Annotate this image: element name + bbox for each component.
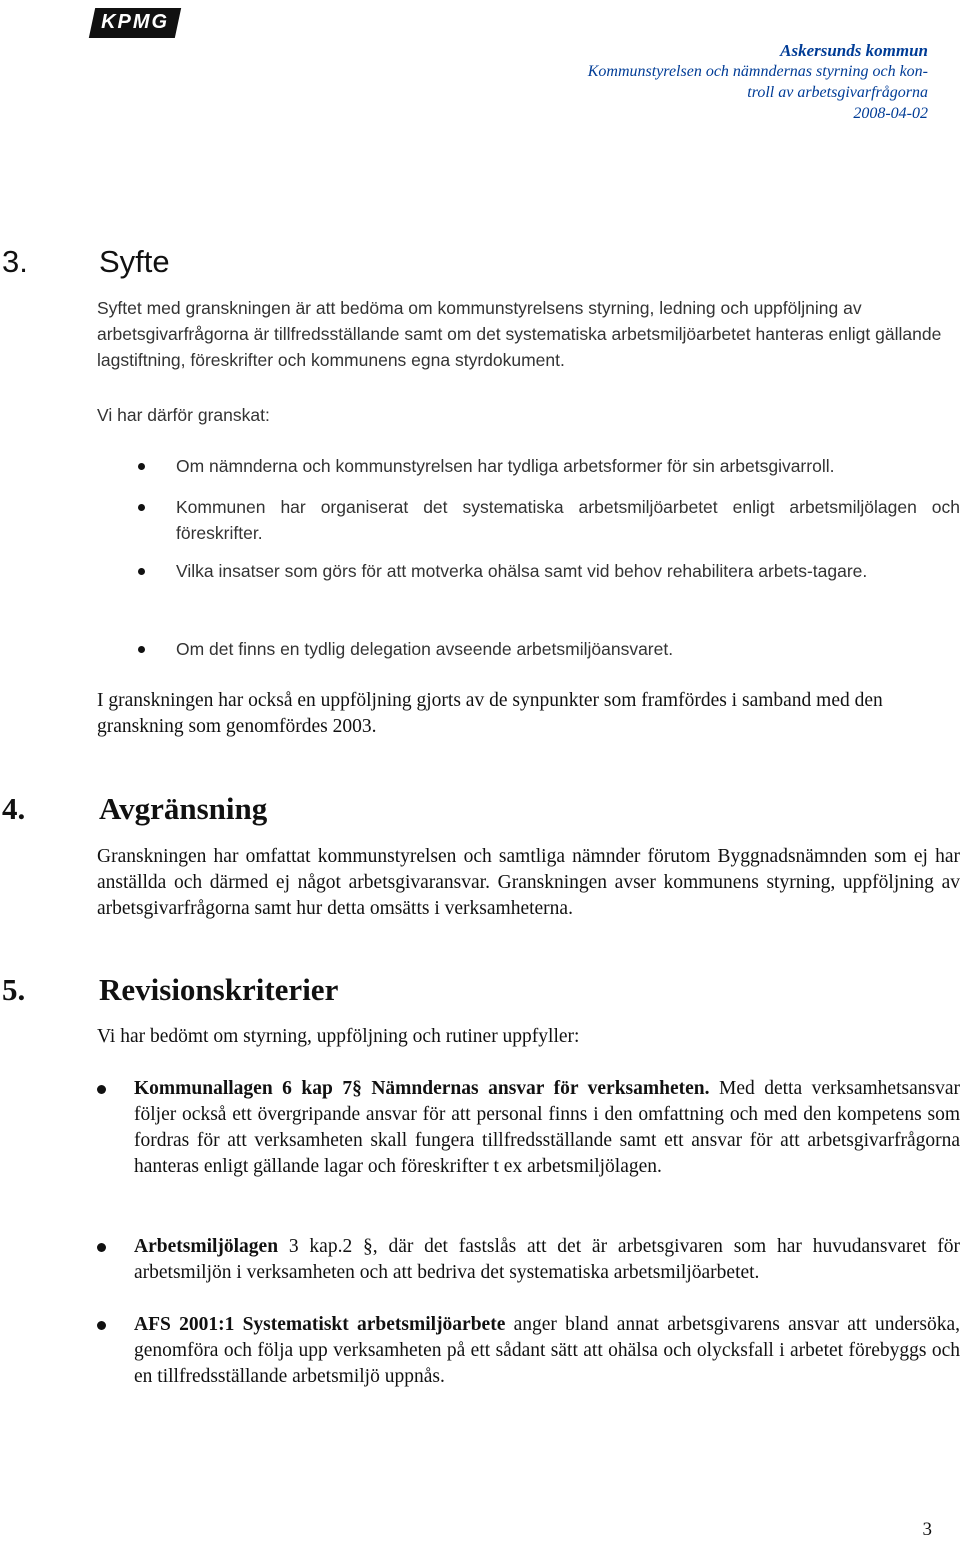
section-number: 5. xyxy=(2,972,26,1007)
bullet xyxy=(138,463,145,470)
bullet xyxy=(138,646,145,653)
section-4-heading xyxy=(2,791,602,831)
sec3-closing: I granskningen har också en uppföljning gjorts av de synpunkter som framfördes i samband med den granskning som genomfördes 2003. xyxy=(97,690,883,737)
bullet xyxy=(138,568,145,575)
sec3-item-4: Om det finns en tydlig delegation avseende arbetsmiljöansvaret. xyxy=(176,639,674,659)
sec4-text: Granskningen har omfattat kommunstyrelsen och samtliga nämnder förutom Byggnadsnämnden som ej har anställda och därmed ej något arbetsgivaransvar. Granskningen avser kommunens styrning, uppföljning av arbetsgivarfrågorna samt hur detta omsätts i verksamheterna. xyxy=(97,846,960,919)
bullet xyxy=(97,1085,106,1094)
sec3-item-2: Kommunen har organiserat det systematiska arbetsmiljöarbetet enligt arbetsmiljölagen och föreskrifter. xyxy=(176,497,960,543)
item-text: Med detta verksamhetsansvar följer också ett övergripande ansvar för att personal finns i den omfattning och med den kompetens som fordras för att verksamheten skall fungera tillfredsställande samt ett ansvar för att arbetsgivarfrågorna hanteras enligt gällande lagar och föreskrifter t ex arbetsmiljölagen. xyxy=(134,1078,960,1177)
kpmg-logo xyxy=(89,8,181,38)
sec3-intro: Syftet med granskningen är att bedöma om kommunstyrelsens styrning, ledning och uppföljning av arbetsgivarfrågorna är tillfredsställande samt om det systematiska arbetsmiljöarbetet hanteras enligt gällande lagstiftning, föreskrifter och kommunens egna styrdokument. xyxy=(97,298,942,370)
logo-text: KPMG xyxy=(101,11,170,33)
sec3-lead: Vi har därför granskat: xyxy=(97,405,270,425)
item-bold: Kommunallagen 6 kap 7§ Nämndernas ansvar för verksamheten. xyxy=(134,1078,710,1099)
header-date: 2008-04-02 xyxy=(853,105,928,122)
bullet xyxy=(138,504,145,511)
sec5-lead: Vi har bedömt om styrning, uppföljning och rutiner uppfyller: xyxy=(97,1026,580,1047)
sec5-item-1 xyxy=(134,1076,960,1180)
item-bold: AFS 2001:1 Systematiskt arbetsmiljöarbete xyxy=(134,1314,506,1335)
page-number: 3 xyxy=(922,1519,932,1540)
item-text: 3 kap.2 §, där det fastslås att det är arbetsgivaren som har huvudansvaret för arbetsmiljön i verksamheten och att bedriva det systematiska arbetsmiljöarbetet. xyxy=(134,1236,960,1283)
bullet xyxy=(97,1243,106,1252)
section-title: Syfte xyxy=(99,244,170,279)
document-header xyxy=(588,40,928,124)
section-number: 3. xyxy=(2,244,28,279)
section-number: 4. xyxy=(2,791,26,826)
section-title: Avgränsning xyxy=(99,791,268,826)
item-text: anger bland annat arbetsgivarens ansvar att undersöka, genomföra och följa upp verksamheten på ett sådant sätt att ohälsa och olycksfall i arbetet förebyggs och en tillfredsställande arbetsmiljö uppnås. xyxy=(134,1314,960,1387)
header-subtitle-1: Kommunstyrelsen och nämndernas styrning och kon- xyxy=(587,63,928,80)
section-3-heading xyxy=(2,244,502,284)
sec3-item-1: Om nämnderna och kommunstyrelsen har tydliga arbetsformer för sin arbetsgivarroll. xyxy=(176,456,835,476)
sec5-item-2 xyxy=(134,1234,960,1286)
sec5-item-3 xyxy=(134,1312,960,1390)
sec3-item-3: Vilka insatser som görs för att motverka ohälsa samt vid behov rehabilitera arbets-tagare. xyxy=(176,561,868,581)
header-org: Askersunds kommun xyxy=(780,41,928,60)
bullet xyxy=(97,1321,106,1330)
section-5-heading xyxy=(2,972,602,1012)
section-title: Revisionskriterier xyxy=(99,972,339,1007)
header-subtitle-2: troll av arbetsgivarfrågorna xyxy=(747,84,928,101)
item-bold: Arbetsmiljölagen xyxy=(134,1236,279,1257)
